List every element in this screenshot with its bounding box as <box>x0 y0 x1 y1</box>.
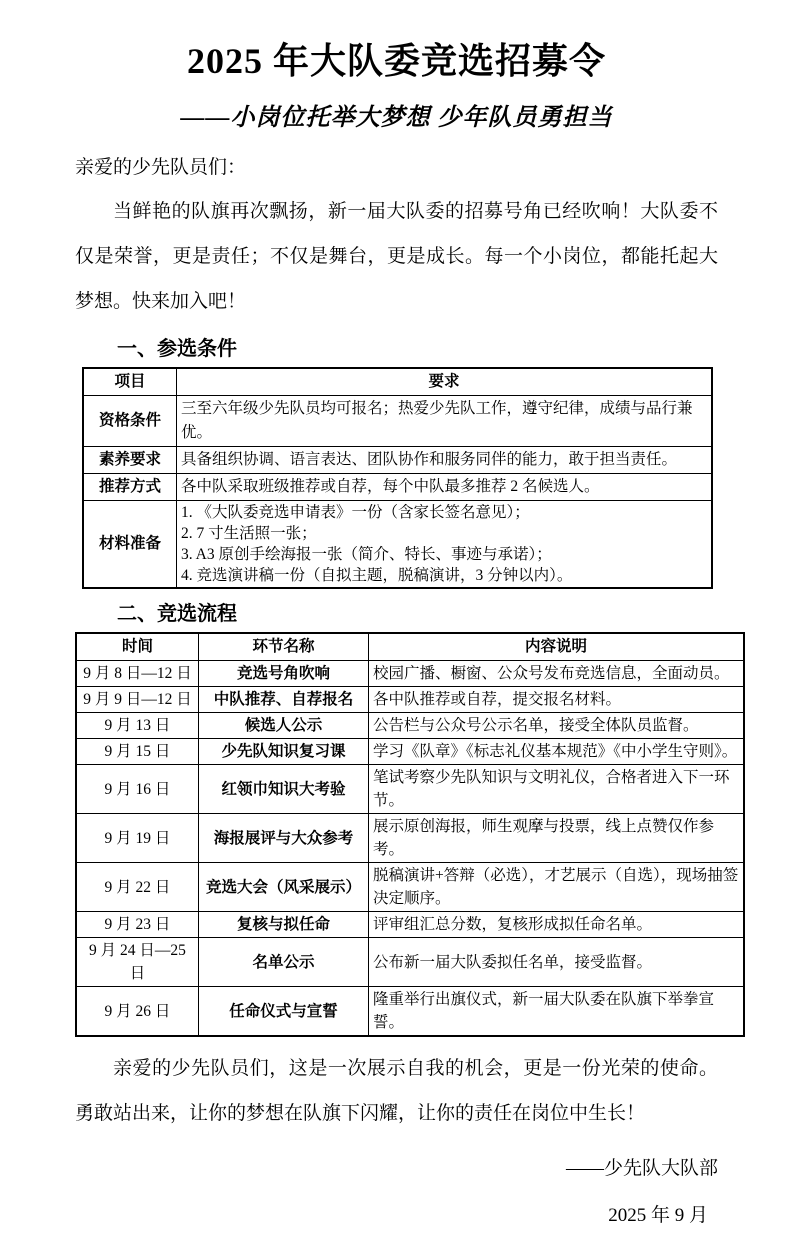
material-item: 4. 竞选演讲稿一份（自拟主题，脱稿演讲，3 分钟以内）。 <box>181 567 573 585</box>
table-row <box>83 396 712 447</box>
cell-time: 9 月 19 日 <box>76 814 199 863</box>
cell-description: 各中队推荐或自荐，提交报名材料。 <box>369 687 745 713</box>
signature: ——少先队大队部 <box>565 1157 718 1179</box>
column-header-item: 项目 <box>83 368 177 396</box>
cell-stage: 名单公示 <box>199 938 369 987</box>
row-label: 资格条件 <box>83 396 177 447</box>
table-row <box>76 713 744 739</box>
cell-time: 9 月 13 日 <box>76 713 199 739</box>
table-row <box>76 938 744 987</box>
cell-time: 9 月 24 日—25 日 <box>76 938 199 987</box>
table-row <box>76 739 744 765</box>
cell-stage: 竞选号角吹响 <box>199 661 369 687</box>
intro-paragraph: 当鲜艳的队旗再次飘扬，新一届大队委的招募号角已经吹响！大队委不仅是荣誉，更是责任；不仅是舞台，更是成长。每一个小岗位，都能托起大梦想。快来加入吧！ <box>75 201 718 312</box>
row-value: 三至六年级少先队员均可报名；热爱少先队工作，遵守纪律，成绩与品行兼优。 <box>177 396 713 447</box>
table-row <box>76 661 744 687</box>
column-header-requirement: 要求 <box>177 368 713 396</box>
cell-time: 9 月 22 日 <box>76 863 199 912</box>
table-row <box>76 863 744 912</box>
row-label: 素养要求 <box>83 447 177 474</box>
row-value-list <box>177 501 713 589</box>
cell-stage: 候选人公示 <box>199 713 369 739</box>
row-value: 具备组织协调、语言表达、团队协作和服务同伴的能力，敢于担当责任。 <box>177 447 713 474</box>
cell-time: 9 月 16 日 <box>76 765 199 814</box>
cell-stage: 中队推荐、自荐报名 <box>199 687 369 713</box>
cell-description: 隆重举行出旗仪式，新一届大队委在队旗下举拳宣誓。 <box>369 987 745 1037</box>
cell-stage: 任命仪式与宣誓 <box>199 987 369 1037</box>
salutation: 亲爱的少先队员们： <box>75 156 247 178</box>
table-row <box>83 501 712 589</box>
table-header-row <box>83 368 712 396</box>
table-row <box>76 687 744 713</box>
cell-time: 9 月 9 日—12 日 <box>76 687 199 713</box>
table-row <box>83 474 712 501</box>
document-date: 2025 年 9 月 <box>608 1205 708 1227</box>
table-row <box>76 912 744 938</box>
cell-stage: 红领巾知识大考验 <box>199 765 369 814</box>
material-item: 3. A3 原创手绘海报一张（简介、特长、事迹与承诺）； <box>181 546 552 564</box>
column-header-stage: 环节名称 <box>199 633 369 661</box>
row-value: 各中队采取班级推荐或自荐，每个中队最多推荐 2 名候选人。 <box>177 474 713 501</box>
cell-description: 公告栏与公众号公示名单，接受全体队员监督。 <box>369 713 745 739</box>
table-row <box>83 447 712 474</box>
row-label: 推荐方式 <box>83 474 177 501</box>
cell-stage: 海报展评与大众参考 <box>199 814 369 863</box>
cell-time: 9 月 23 日 <box>76 912 199 938</box>
cell-description: 学习《队章》《标志礼仪基本规范》《中小学生守则》。 <box>369 739 745 765</box>
closing-paragraph: 亲爱的少先队员们，这是一次展示自我的机会，更是一份光荣的使命。勇敢站出来，让你的梦想在队旗下闪耀，让你的责任在岗位中生长！ <box>75 1058 718 1124</box>
page-subtitle: ——小岗位托举大梦想 少年队员勇担当 <box>180 104 613 131</box>
cell-time: 9 月 26 日 <box>76 987 199 1037</box>
cell-description: 校园广播、橱窗、公众号发布竞选信息，全面动员。 <box>369 661 745 687</box>
section-heading-conditions: 一、参选条件 <box>117 338 237 361</box>
material-item: 1. 《大队委竞选申请表》一份（含家长签名意见）； <box>181 504 530 522</box>
page-title: 2025 年大队委竞选招募令 <box>186 41 606 81</box>
table-row <box>76 814 744 863</box>
cell-description: 展示原创海报，师生观摩与投票，线上点赞仅作参考。 <box>369 814 745 863</box>
column-header-description: 内容说明 <box>369 633 745 661</box>
cell-stage: 复核与拟任命 <box>199 912 369 938</box>
conditions-table <box>82 367 713 589</box>
cell-stage: 少先队知识复习课 <box>199 739 369 765</box>
table-row <box>76 765 744 814</box>
cell-stage: 竞选大会（风采展示） <box>199 863 369 912</box>
cell-description: 评审组汇总分数，复核形成拟任命名单。 <box>369 912 745 938</box>
process-table <box>75 632 745 1037</box>
cell-description: 公布新一届大队委拟任名单，接受监督。 <box>369 938 745 987</box>
cell-description: 笔试考察少先队知识与文明礼仪，合格者进入下一环节。 <box>369 765 745 814</box>
cell-description: 脱稿演讲+答辩（必选），才艺展示（自选），现场抽签决定顺序。 <box>369 863 745 912</box>
table-row <box>76 987 744 1037</box>
row-label: 材料准备 <box>83 501 177 589</box>
cell-time: 9 月 8 日—12 日 <box>76 661 199 687</box>
cell-time: 9 月 15 日 <box>76 739 199 765</box>
section-heading-process: 二、竞选流程 <box>117 603 237 626</box>
table-header-row <box>76 633 744 661</box>
column-header-time: 时间 <box>76 633 199 661</box>
material-item: 2. 7 寸生活照一张； <box>181 525 317 543</box>
